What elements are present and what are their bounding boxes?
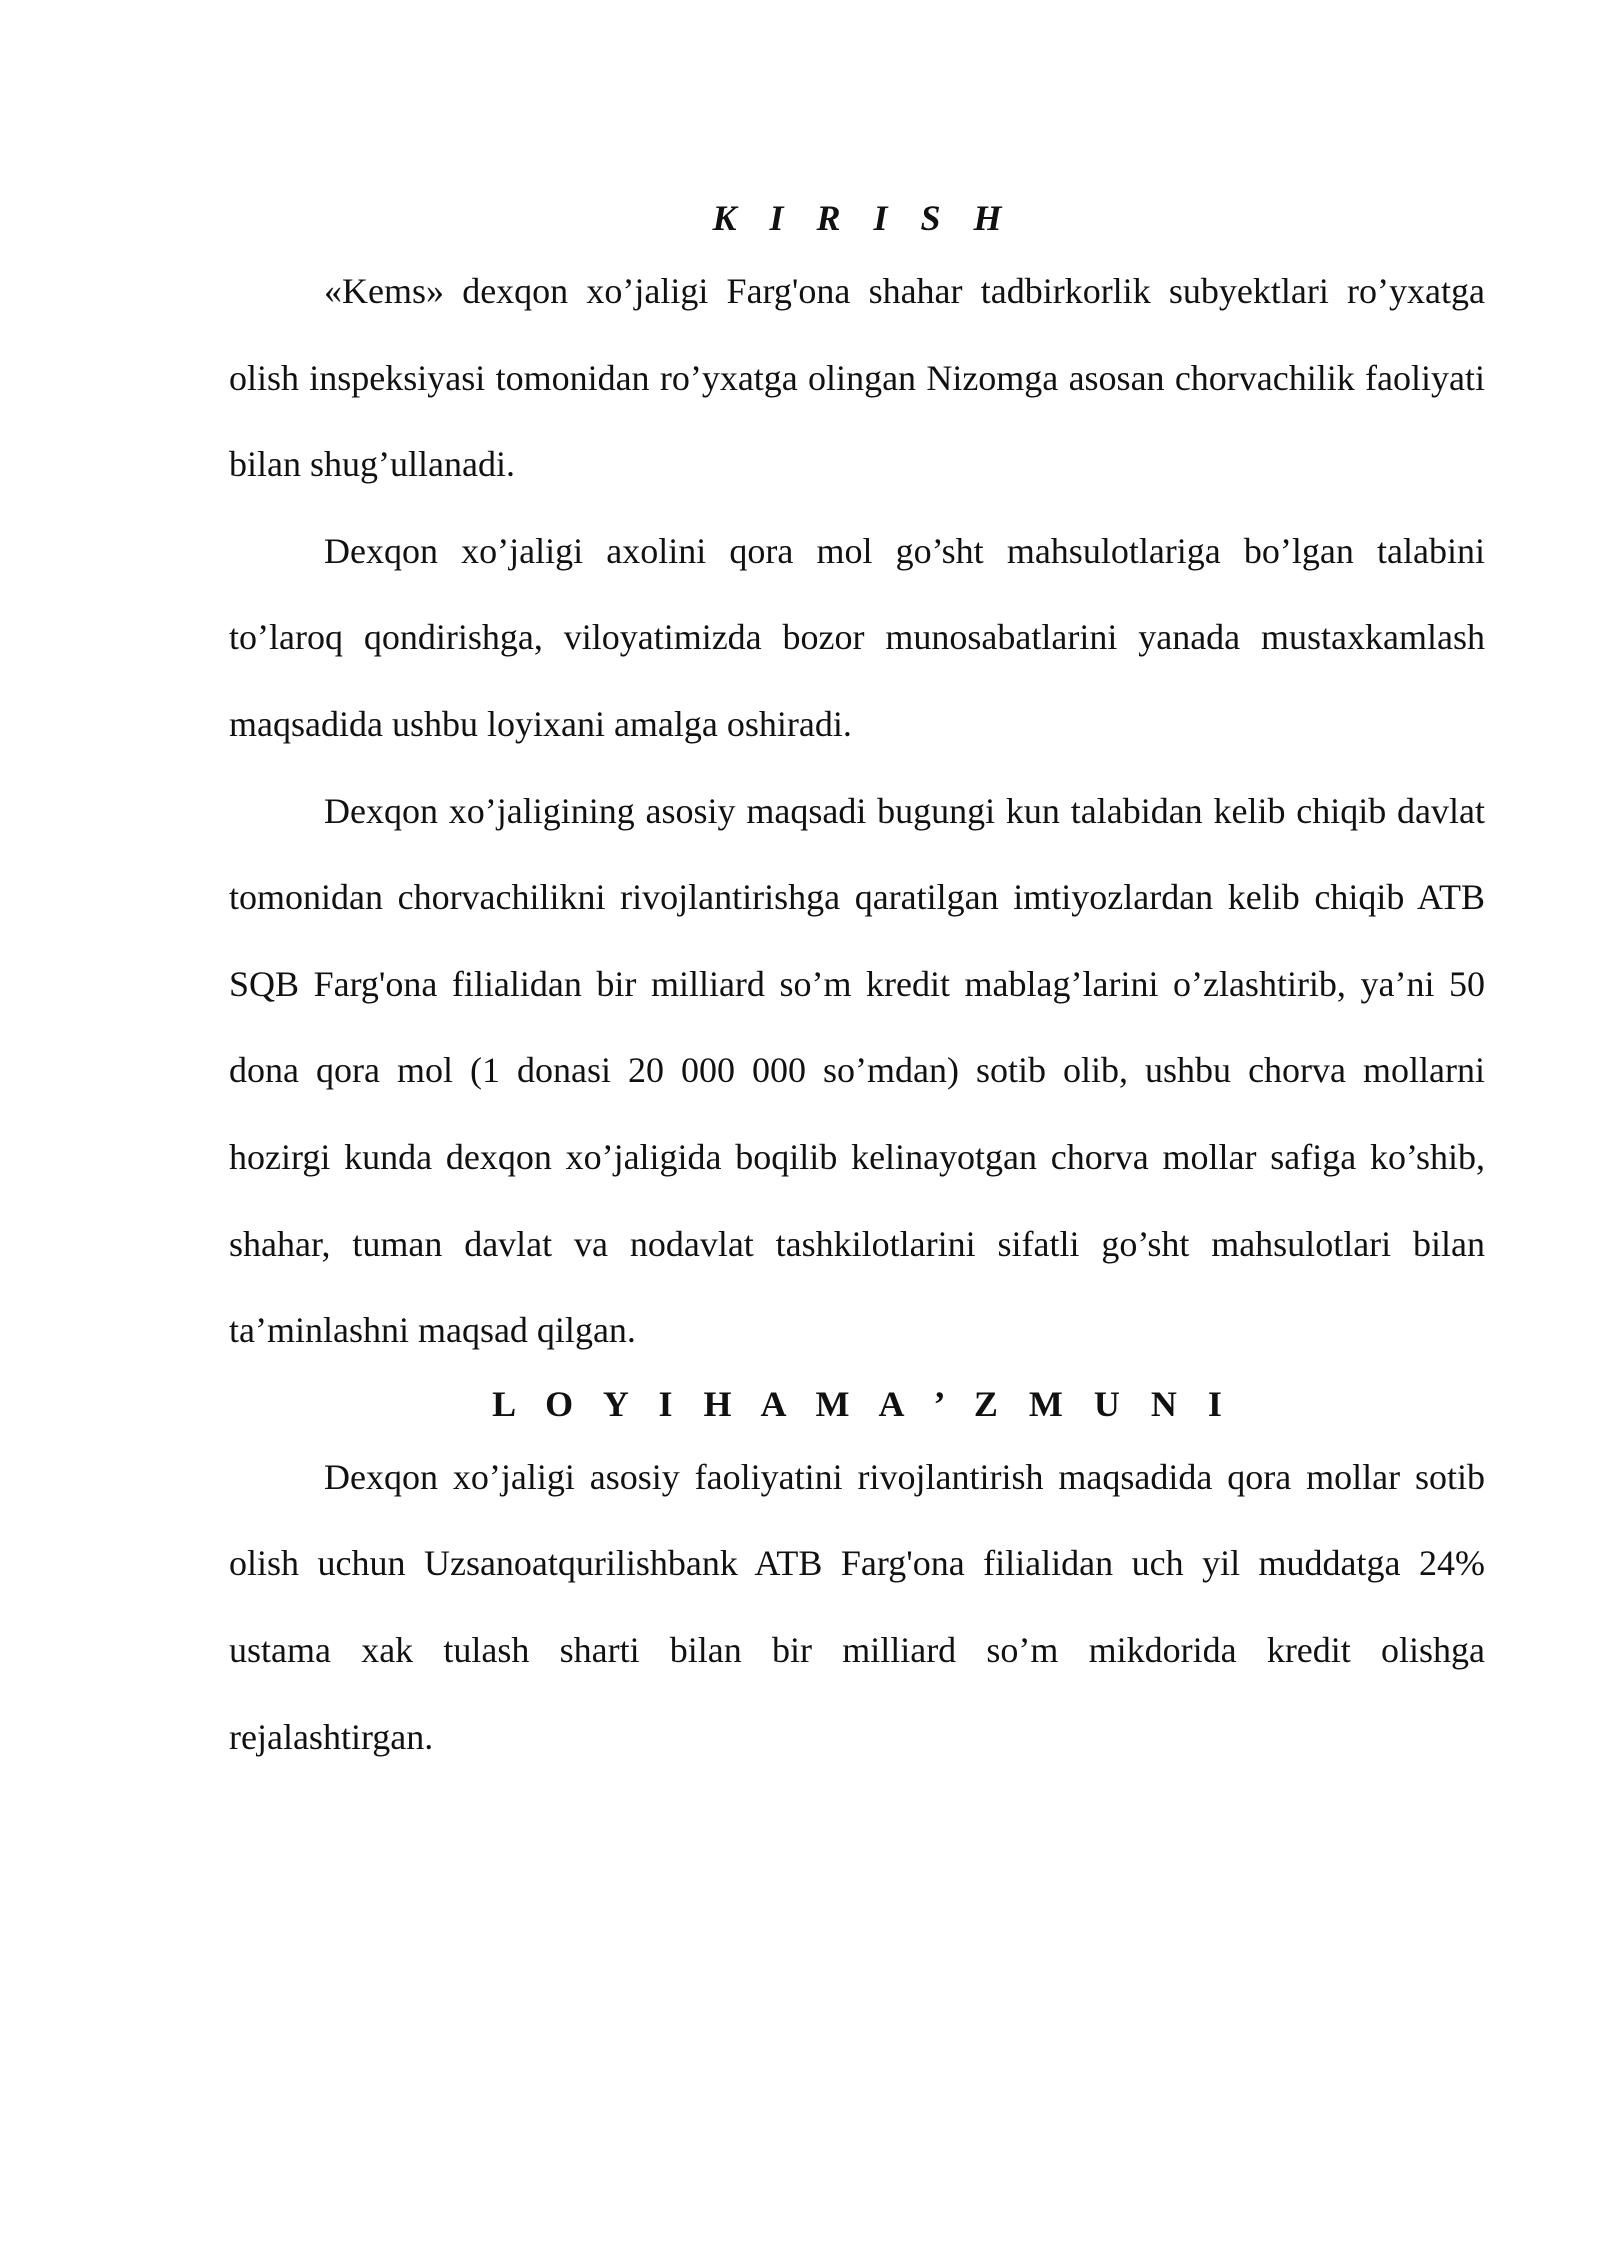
- section-heading-kirish: K I R I S H: [712, 198, 1014, 238]
- intro-paragraph-registration: «Kems» dexqon xo’jaligi Farg'ona shahar tadbirkorlik subyektlari ro’yxatga olish inspeksiyasi tomonidan ro’yxatga olingan Nizomga asosan chorvachilik faoliyati bilan shug’ullanadi.: [229, 271, 1485, 485]
- document-body: [229, 188, 1485, 1780]
- intro-paragraph-purpose: Dexqon xo’jaligi axolini qora mol go’sht mahsulotlariga bo’lgan talabini to’laroq qondirishga, viloyatimizda bozor munosabatlarini yanada mustaxkamlash maqsadida ushbu loyixani amalga oshiradi.: [229, 530, 1485, 744]
- section-heading-loyiha-mazmuni: L O Y I H A M A ’ Z M U N I: [492, 1383, 1233, 1424]
- content-paragraph-credit: Dexqon xo’jaligi asosiy faoliyatini rivojlantirish maqsadida qora mollar sotib olish uchun Uzsanoatqurilishbank ATB Farg'ona filialidan uch yil muddatga 24% ustama xak tulash sharti bilan bir milliard so’m mikdorida kredit olishga rejalashtirgan.: [229, 1456, 1485, 1757]
- intro-paragraph-main-goal: Dexqon xo’jaligining asosiy maqsadi bugungi kun talabidan kelib chiqib davlat tomonidan chorvachilikni rivojlantirishga qaratilgan imtiyozlardan kelib chiqib ATB SQB Farg'ona filialidan bir milliard so’m kredit mablag’larini o’zlashtirib, ya’ni 50 dona qora mol (1 donasi 20 000 000 so’mdan) sotib olib, ushbu chorva mollarni hozirgi kunda dexqon xo’jaligida boqilib kelinayotgan chorva mollar safiga ko’shib, shahar, tuman davlat va nodavlat tashkilotlarini sifatli go’sht mahsulotlari bilan ta’minlashni maqsad qilgan.: [229, 790, 1485, 1351]
